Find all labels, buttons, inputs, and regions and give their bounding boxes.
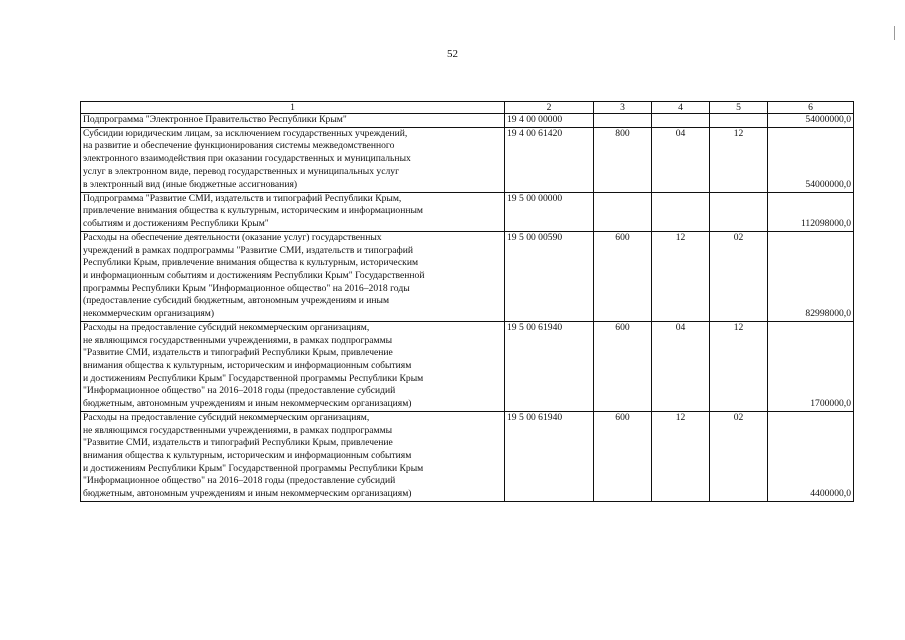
row-section: 12	[652, 411, 710, 501]
row-name: Подпрограмма "Развитие СМИ, издательств и типографий Республики Крым, привлечение внимания общества к культурным, историческим и информационным событиям и достижениям Республики Крым"	[81, 192, 505, 231]
row-code: 19 4 00 00000	[505, 114, 594, 128]
row-name: Расходы на предоставление субсидий некоммерческим организациям, не являющимся государственными учреждениями, в рамках подпрограммы "Развитие СМИ, издательств и типографий Республики Крым, привлечение внимания общества к культурным, историческим и информационным событиям и достижениям Республики Крым" Государственной программы Республики Крым "Информационное общество" на 2016–2018 годы (предоставление субсидий бюджетным, автономным учреждениям и иным некоммерческим организациям)	[81, 321, 505, 411]
row-sum: 82998000,0	[768, 231, 854, 321]
row-name: Расходы на предоставление субсидий некоммерческим организациям, не являющимся государственными учреждениями, в рамках подпрограммы "Развитие СМИ, издательств и типографий Республики Крым, привлечение внимания общества к культурным, историческим и информационным событиям и достижениям Республики Крым" Государственной программы Республики Крым "Информационное общество" на 2016–2018 годы (предоставление субсидий бюджетным, автономным учреждениям и иным некоммерческим организациям)	[81, 411, 505, 501]
table-row	[81, 231, 854, 321]
row-section: 04	[652, 321, 710, 411]
row-type: 600	[594, 411, 652, 501]
row-name: Расходы на обеспечение деятельности (оказание услуг) государственных учреждений в рамках подпрограммы "Развитие СМИ, издательств и типографий Республики Крым, привлечение внимания общества к культурным, историческим и информационным событиям и достижениям Республики Крым" Государственной программы Республики Крым "Информационное общество" на 2016–2018 годы (предоставление субсидий бюджетным, автономным учреждениям и иным некоммерческим организациям)	[81, 231, 505, 321]
row-code: 19 4 00 61420	[505, 127, 594, 192]
page-number: 52	[447, 48, 458, 60]
table-row	[81, 411, 854, 501]
row-section	[652, 114, 710, 128]
row-subsection: 02	[710, 411, 768, 501]
table-header-row	[81, 102, 854, 114]
row-sum: 54000000,0	[768, 114, 854, 128]
row-name: Субсидии юридическим лицам, за исключением государственных учреждений, на развитие и обеспечение функционирования системы межведомственного электронного взаимодействия при оказании государственных и муниципальных услуг в электронном виде, перевод государственных и муниципальных услуг в электронный вид (иные бюджетные ассигнования)	[81, 127, 505, 192]
row-section	[652, 192, 710, 231]
scan-edge-mark	[894, 26, 895, 40]
row-code: 19 5 00 00000	[505, 192, 594, 231]
column-header-code: 2	[505, 102, 594, 114]
column-header-section: 4	[652, 102, 710, 114]
budget-table	[80, 101, 854, 502]
row-section: 04	[652, 127, 710, 192]
row-subsection	[710, 114, 768, 128]
row-type	[594, 114, 652, 128]
row-subsection	[710, 192, 768, 231]
table-row	[81, 321, 854, 411]
row-sum: 4400000,0	[768, 411, 854, 501]
row-type: 600	[594, 321, 652, 411]
row-code: 19 5 00 61940	[505, 411, 594, 501]
row-section: 12	[652, 231, 710, 321]
row-name: Подпрограмма "Электронное Правительство Республики Крым"	[81, 114, 505, 128]
row-sum: 54000000,0	[768, 127, 854, 192]
row-sum: 112098000,0	[768, 192, 854, 231]
table-row	[81, 127, 854, 192]
row-subsection: 12	[710, 321, 768, 411]
row-type: 800	[594, 127, 652, 192]
column-header-subsection: 5	[710, 102, 768, 114]
table-row	[81, 192, 854, 231]
row-subsection: 02	[710, 231, 768, 321]
row-code: 19 5 00 00590	[505, 231, 594, 321]
row-type: 600	[594, 231, 652, 321]
column-header-type: 3	[594, 102, 652, 114]
row-type	[594, 192, 652, 231]
column-header-name: 1	[81, 102, 505, 114]
row-subsection: 12	[710, 127, 768, 192]
row-sum: 1700000,0	[768, 321, 854, 411]
column-header-sum: 6	[768, 102, 854, 114]
row-code: 19 5 00 61940	[505, 321, 594, 411]
table-row	[81, 114, 854, 128]
